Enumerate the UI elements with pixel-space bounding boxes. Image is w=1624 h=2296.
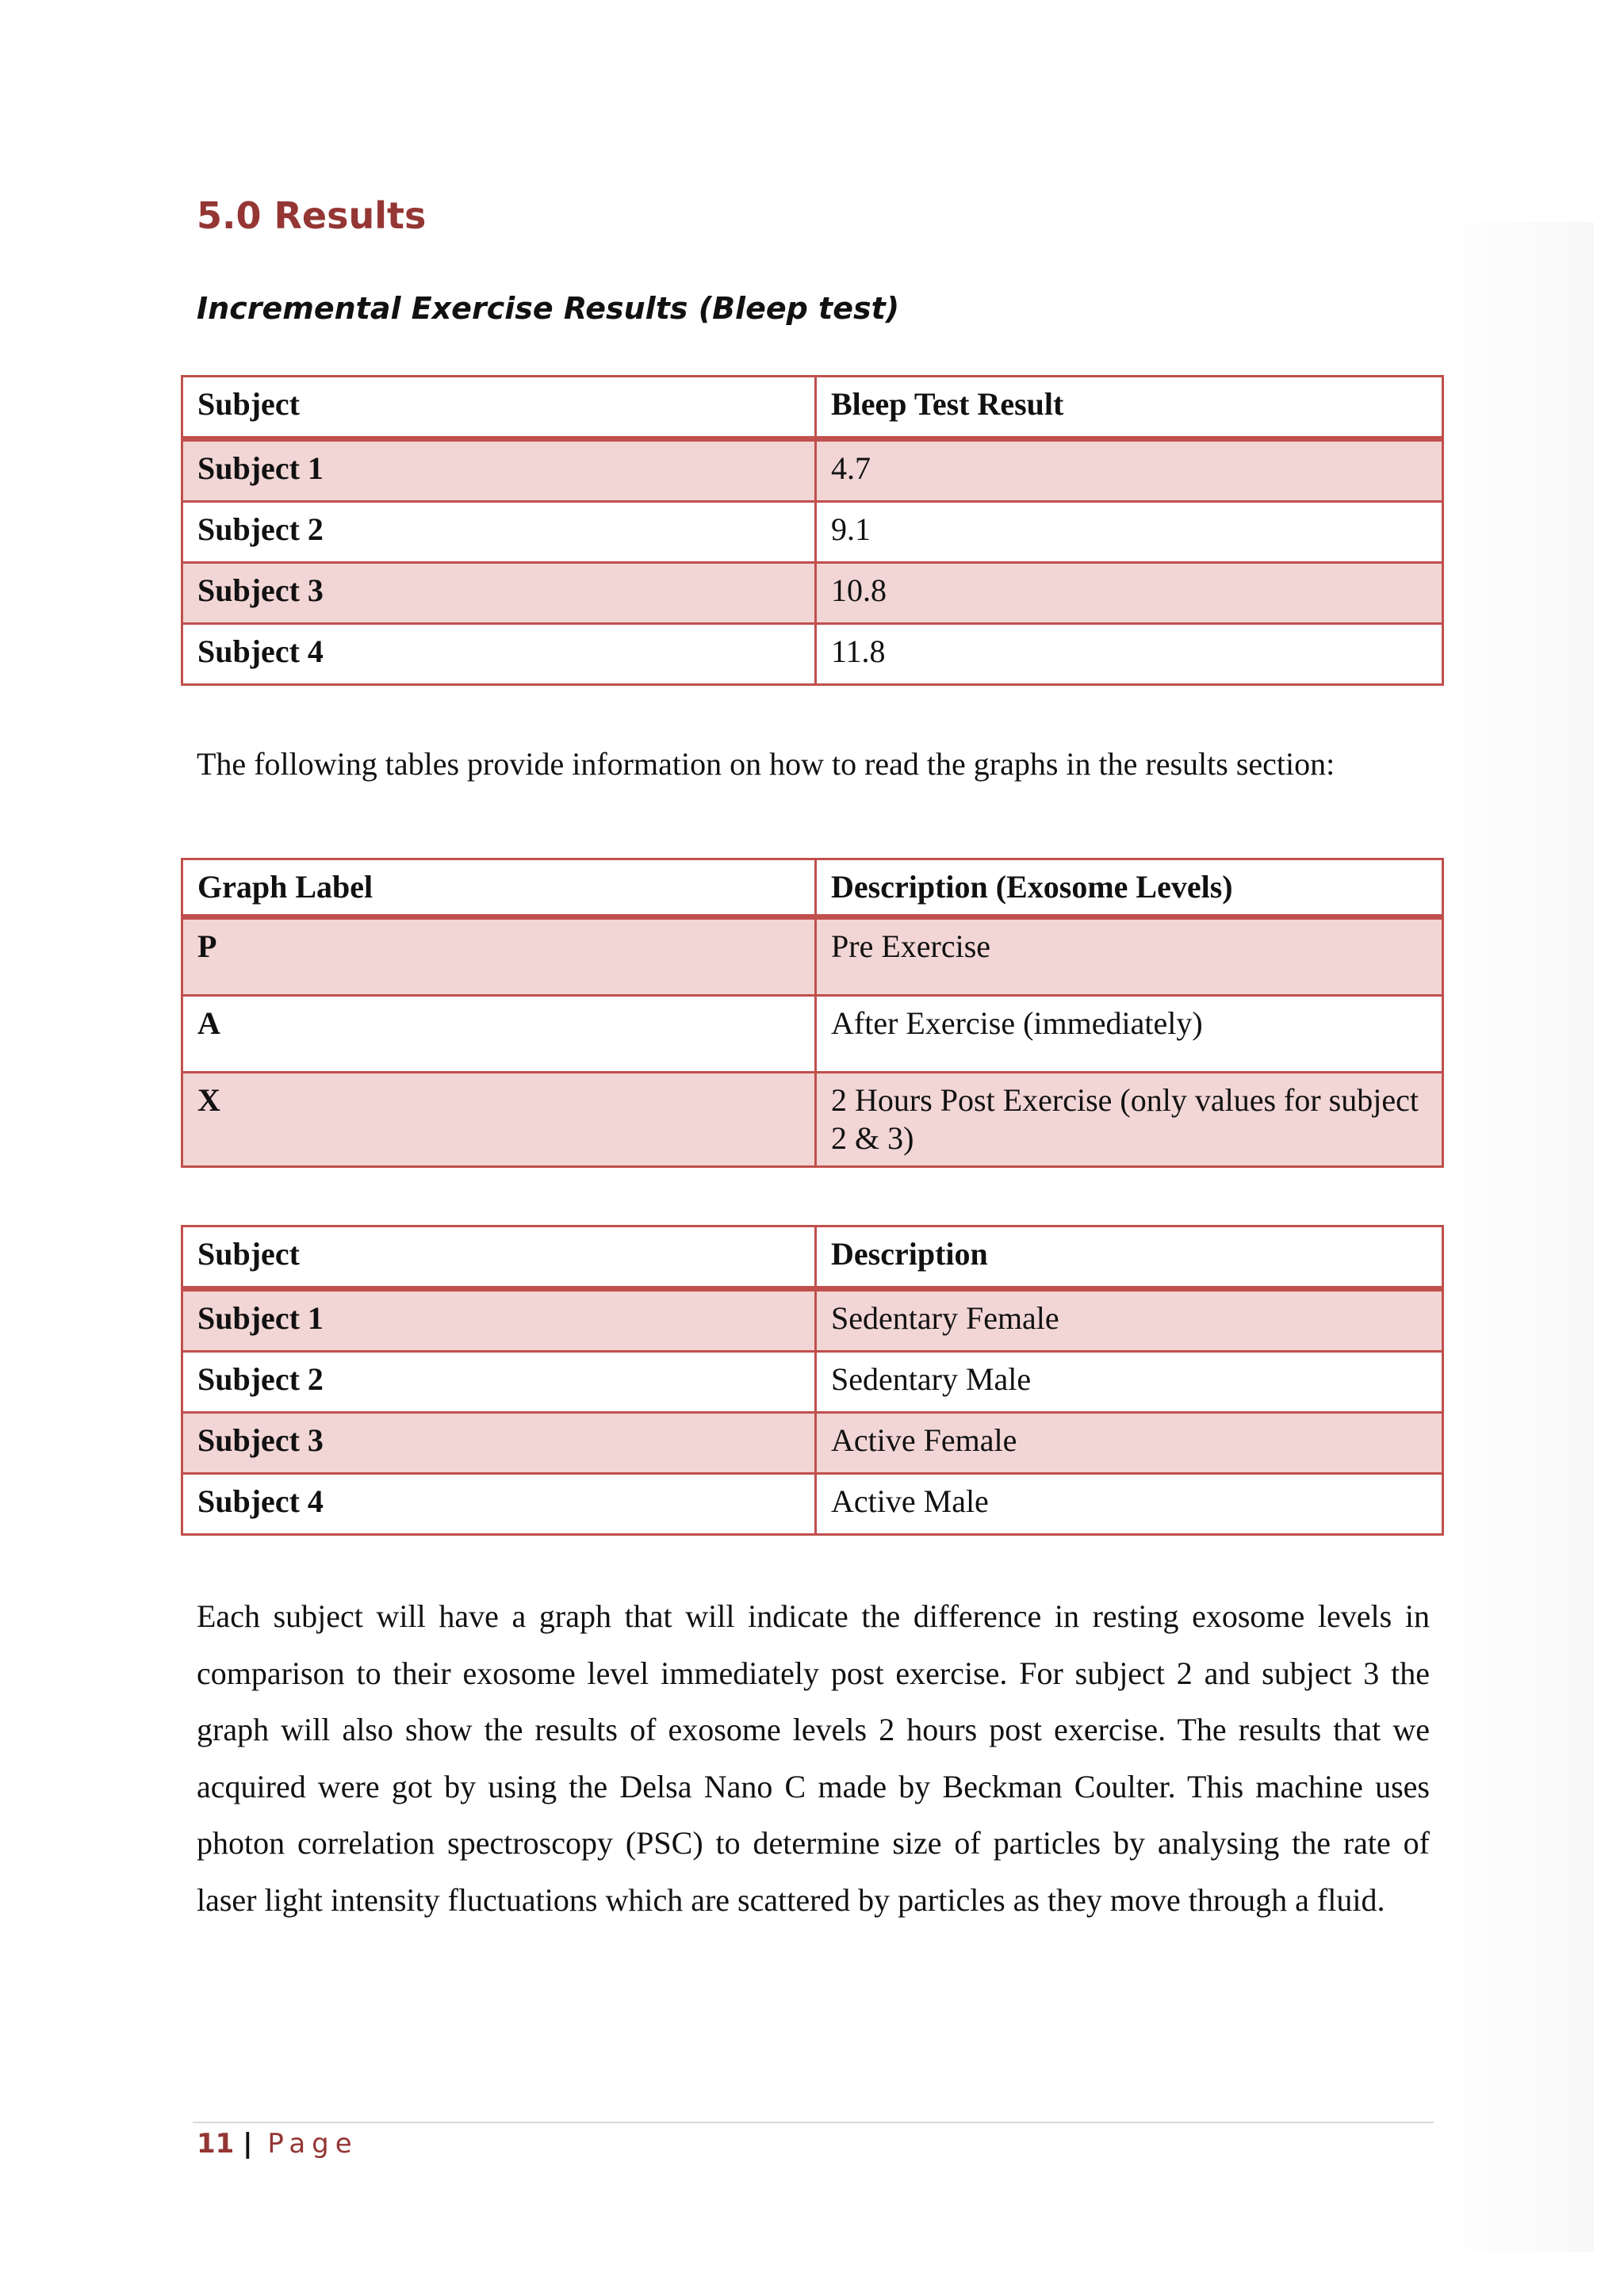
subject-cell: Subject 2 <box>182 1352 816 1413</box>
table-row <box>182 502 1443 563</box>
label-cell: X <box>182 1073 816 1167</box>
subject-description-table <box>181 1225 1444 1536</box>
table-row <box>182 563 1443 624</box>
table-header-row <box>182 1226 1443 1289</box>
result-cell: 10.8 <box>816 563 1443 624</box>
subject-cell: Subject 2 <box>182 502 816 563</box>
footer-divider <box>193 2122 1434 2123</box>
result-cell: 4.7 <box>816 439 1443 502</box>
header-cell: Description (Exosome Levels) <box>816 859 1443 917</box>
header-cell: Subject <box>182 1226 816 1289</box>
section-subheading: Incremental Exercise Results (Bleep test) <box>197 291 900 326</box>
page-footer <box>197 2128 358 2160</box>
page-edge-shadow <box>1435 222 1594 2252</box>
label-cell: P <box>182 917 816 996</box>
description-cell: Sedentary Male <box>816 1352 1443 1413</box>
table-row <box>182 1289 1443 1352</box>
description-cell: Pre Exercise <box>816 917 1443 996</box>
subject-cell: Subject 1 <box>182 439 816 502</box>
description-cell: 2 Hours Post Exercise (only values for subject 2 & 3) <box>816 1073 1443 1167</box>
table-row <box>182 917 1443 996</box>
subject-cell: Subject 1 <box>182 1289 816 1352</box>
table-header-row <box>182 377 1443 439</box>
table-row <box>182 439 1443 502</box>
result-cell: 9.1 <box>816 502 1443 563</box>
subject-cell: Subject 3 <box>182 563 816 624</box>
bleep-test-table <box>181 375 1444 686</box>
table-row <box>182 624 1443 685</box>
body-paragraph: Each subject will have a graph that will indicate the difference in resting exosome levels in comparison to their exosome level immediately post exercise. For subject 2 and subject 3 the graph will also show the results of exosome levels 2 hours post exercise. The results that we acquired were got by using the Delsa Nano C made by Beckman Coulter. This machine uses photon correlation spectroscopy (PSC) to determine size of particles by analysing the rate of laser light intensity fluctuations which are scattered by particles as they move through a fluid. <box>197 1598 1430 1918</box>
table-row <box>182 1073 1443 1167</box>
subject-cell: Subject 3 <box>182 1413 816 1474</box>
header-cell: Bleep Test Result <box>816 377 1443 439</box>
header-cell: Subject <box>182 377 816 439</box>
section-heading: 5.0 Results <box>197 194 427 237</box>
description-cell: After Exercise (immediately) <box>816 996 1443 1073</box>
description-cell: Sedentary Female <box>816 1289 1443 1352</box>
description-cell: Active Male <box>816 1474 1443 1535</box>
header-cell: Description <box>816 1226 1443 1289</box>
page-label: Page <box>267 2128 358 2160</box>
page-number: 11 <box>197 2128 235 2160</box>
header-cell: Graph Label <box>182 859 816 917</box>
intro-paragraph: The following tables provide information on how to read the graphs in the results section: <box>197 746 1335 782</box>
graph-label-table <box>181 858 1444 1168</box>
subject-cell: Subject 4 <box>182 1474 816 1535</box>
table-row <box>182 1352 1443 1413</box>
table-row <box>182 996 1443 1073</box>
table-row <box>182 1413 1443 1474</box>
description-cell: Active Female <box>816 1413 1443 1474</box>
footer-separator: | <box>243 2128 253 2160</box>
label-cell: A <box>182 996 816 1073</box>
result-cell: 11.8 <box>816 624 1443 685</box>
subject-cell: Subject 4 <box>182 624 816 685</box>
table-header-row <box>182 859 1443 917</box>
table-row <box>182 1474 1443 1535</box>
